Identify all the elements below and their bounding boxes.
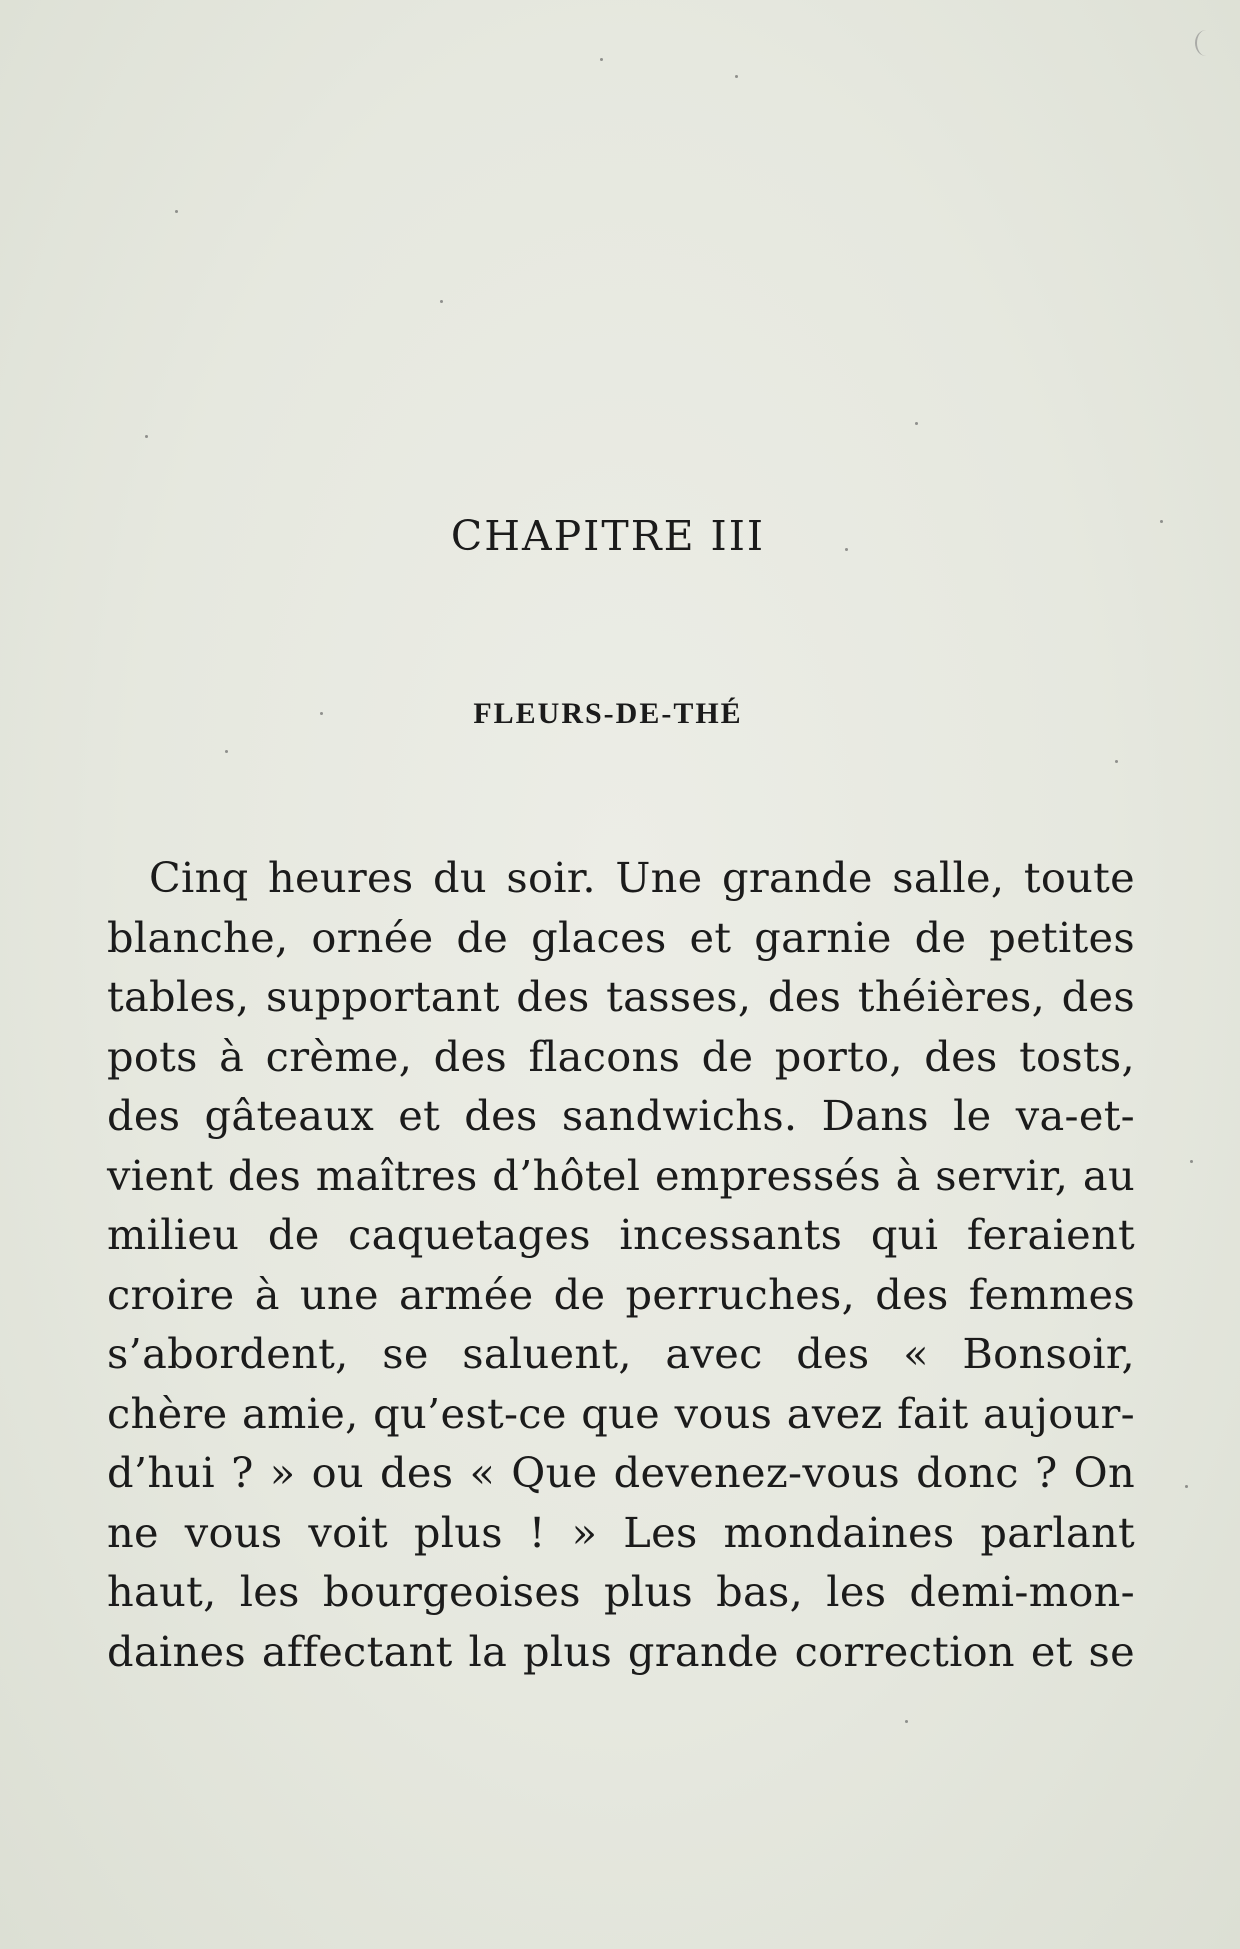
text-line: pots à crème, des flacons de porto, des tosts, — [107, 1031, 1135, 1081]
text-line: blanche, ornée de glaces et garnie de petites — [107, 912, 1135, 962]
text-line: tables, supportant des tasses, des théières, des — [107, 972, 1135, 1021]
body-paragraph — [107, 848, 1135, 1681]
chapter-title: CHAPITRE III — [450, 512, 766, 560]
text-line: Cinq heures du soir. Une grande salle, toute — [149, 853, 1135, 902]
text-line: d’hui ? » ou des « Que devenez-vous donc ? On — [107, 1448, 1135, 1497]
text-line: vient des maîtres d’hôtel empressés à servir, au — [107, 1150, 1135, 1200]
paper-speck — [905, 1720, 908, 1723]
paper-speck — [145, 435, 148, 438]
text-line: daines affectant la plus grande correction et se — [107, 1626, 1135, 1676]
paper-speck — [175, 210, 178, 213]
page-corner-mark — [1195, 30, 1217, 56]
text-line: des gâteaux et des sandwichs. Dans le va-et- — [107, 1091, 1135, 1140]
text-line: chère amie, qu’est-ce que vous avez fait aujour- — [107, 1388, 1135, 1438]
text-line: milieu de caquetages incessants qui feraient — [107, 1210, 1135, 1259]
paper-speck — [915, 422, 918, 425]
text-line: s’abordent, se saluent, avec des « Bonsoir, — [107, 1329, 1135, 1378]
paper-speck — [1185, 1485, 1188, 1488]
paper-speck — [735, 75, 738, 78]
paper-speck — [600, 58, 603, 61]
section-title: FLEURS-DE-THÉ — [473, 697, 743, 730]
paper-speck — [1115, 760, 1118, 763]
paper-speck — [225, 750, 228, 753]
text-line: croire à une armée de perruches, des femmes — [107, 1269, 1135, 1319]
text-line: haut, les bourgeoises plus bas, les demi-mon- — [107, 1567, 1135, 1616]
paper-speck — [440, 300, 443, 303]
text-line: ne vous voit plus ! » Les mondaines parlant — [107, 1507, 1135, 1557]
paper-speck — [1190, 1160, 1193, 1163]
